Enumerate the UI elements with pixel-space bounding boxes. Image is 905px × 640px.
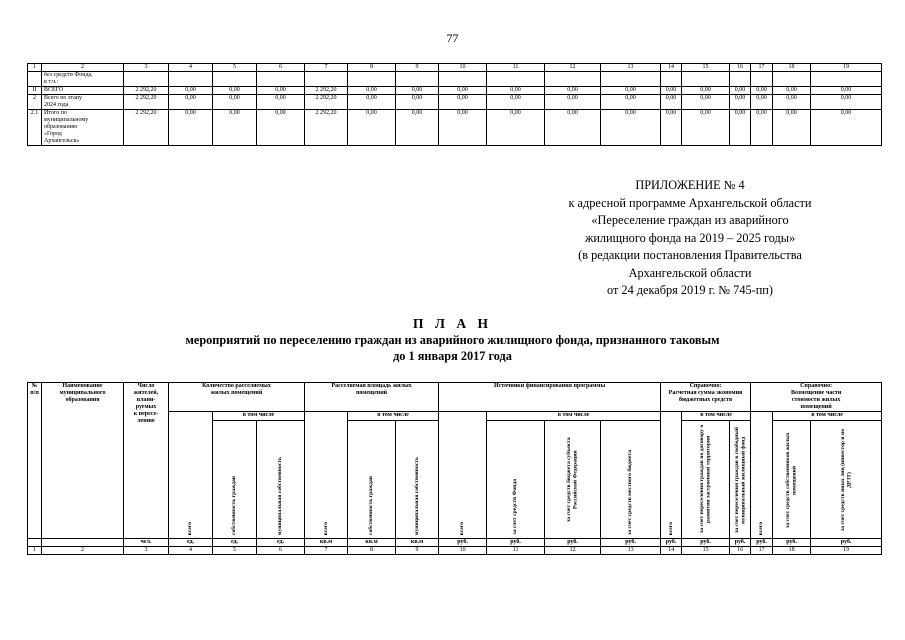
table-cell (682, 72, 730, 87)
table-cell: 0,00 (682, 95, 730, 110)
table-cell: 0,00 (213, 87, 257, 95)
table-cell (124, 72, 169, 87)
table-cell: 2 292,20 (124, 87, 169, 95)
unit-cell: кв.м (348, 539, 396, 547)
continuation-header-cell: 3 (124, 64, 169, 72)
rooms-municipal-header: муниципальная собственность (257, 421, 305, 539)
continuation-header-cell: 18 (773, 64, 811, 72)
column-number-cell: 15 (682, 547, 730, 555)
table-cell (773, 72, 811, 87)
column-number-cell: 16 (730, 547, 751, 555)
table-cell: 2.1 (28, 110, 42, 146)
continuation-header-cell: 11 (487, 64, 545, 72)
table-cell: 0,00 (348, 95, 396, 110)
table-cell: 0,00 (661, 87, 682, 95)
appendix-line: «Переселение граждан из аварийного (591, 213, 789, 227)
sources-local-header: за счет средств местного бюджета (601, 421, 661, 539)
table-cell (305, 72, 348, 87)
group-refund-header: Справочно: Возмещение части стоимости жилых помещений (751, 383, 882, 412)
table-cell: 0,00 (348, 110, 396, 146)
appendix-line: ПРИЛОЖЕНИЕ № 4 (635, 178, 745, 192)
table-cell: 2 292,20 (305, 87, 348, 95)
table-cell: 0,00 (661, 95, 682, 110)
appendix-line: (в редакции постановления Правительства (578, 248, 802, 262)
table-cell: 0,00 (545, 110, 601, 146)
table-cell: 0,00 (169, 87, 213, 95)
table-cell: 2 292,20 (305, 95, 348, 110)
table-cell: 0,00 (396, 87, 439, 95)
continuation-header-cell: 15 (682, 64, 730, 72)
continuation-header-cell: 4 (169, 64, 213, 72)
table-cell: 0,00 (773, 87, 811, 95)
refund-owners-header: за счет средств собственников жилых помещений (773, 421, 811, 539)
table-cell: Итого по муниципальному образованию «Город Архангельск» (42, 110, 124, 146)
appendix-line: Архангельской области (628, 265, 752, 280)
table-cell: 0,00 (348, 87, 396, 95)
col-residents-header: Число жителей, плани- руемых к пересе- лению (124, 383, 169, 539)
table-cell (213, 72, 257, 87)
table-cell: 0,00 (661, 110, 682, 146)
group-savings-header: Справочно: Расчетная сумма экономии бюджетных средств (661, 383, 751, 412)
table-cell (257, 72, 305, 87)
table-cell: 0,00 (487, 110, 545, 146)
continuation-header-cell: 14 (661, 64, 682, 72)
table-cell: 0,00 (169, 95, 213, 110)
continuation-header-cell: 17 (751, 64, 773, 72)
table-cell (811, 72, 882, 87)
continuation-header-cell: 6 (257, 64, 305, 72)
sources-region-header: за счет средств бюджета субъекта Российской Федерации (545, 421, 601, 539)
table-cell: 2 292,20 (124, 110, 169, 146)
unit-cell: руб. (601, 539, 661, 547)
table-cell: 0,00 (751, 95, 773, 110)
plan-subtitle-line-1: мероприятий по переселению граждан из аварийного жилищного фонда, признанного таковым (185, 333, 720, 347)
table-cell: 2 (28, 95, 42, 110)
unit-cell: руб. (730, 539, 751, 547)
table-cell: 0,00 (601, 110, 661, 146)
table-cell (348, 72, 396, 87)
col-municipality-header: Наименование муниципального образования (42, 383, 124, 539)
unit-cell: кв.м (305, 539, 348, 547)
unit-cell: руб. (439, 539, 487, 547)
column-number-cell: 9 (396, 547, 439, 555)
column-number-cell: 10 (439, 547, 487, 555)
unit-cell (42, 539, 124, 547)
table-cell: 0,00 (213, 95, 257, 110)
rooms-incl-header: в том числе (213, 412, 305, 421)
table-cell: 0,00 (751, 110, 773, 146)
table-cell: 0,00 (257, 87, 305, 95)
refund-incl-header: в том числе (773, 412, 882, 421)
continuation-header-cell: 16 (730, 64, 751, 72)
table-cell: 0,00 (545, 87, 601, 95)
column-number-cell: 14 (661, 547, 682, 555)
refund-total-header: всего (751, 412, 773, 539)
continuation-table (27, 63, 882, 146)
column-number-cell: 3 (124, 547, 169, 555)
continuation-header-cell: 2 (42, 64, 124, 72)
continuation-header-cell: 12 (545, 64, 601, 72)
table-cell: 0,00 (730, 110, 751, 146)
table-cell: 0,00 (751, 87, 773, 95)
table-cell: 0,00 (257, 110, 305, 146)
table-cell: 0,00 (811, 110, 882, 146)
group-area-header: Расселяемая площадь жилых помещений (305, 383, 439, 412)
area-incl-header: в том числе (348, 412, 439, 421)
unit-cell: руб. (661, 539, 682, 547)
appendix-block (520, 177, 860, 300)
group-rooms-header: Количество расселяемых жилых помещений (169, 383, 305, 412)
table-row (28, 87, 882, 95)
table-cell (661, 72, 682, 87)
table-row (28, 110, 882, 146)
continuation-header-row (28, 64, 882, 72)
continuation-header-cell: 1 (28, 64, 42, 72)
table-cell: 0,00 (169, 110, 213, 146)
column-number-cell: 1 (28, 547, 42, 555)
table-row (28, 95, 882, 110)
sources-incl-header: в том числе (487, 412, 661, 421)
sources-fund-header: за счет средств Фонда (487, 421, 545, 539)
column-number-cell: 19 (811, 547, 882, 555)
table-cell: 2 292,20 (305, 110, 348, 146)
table-cell (730, 72, 751, 87)
table-cell: 0,00 (487, 87, 545, 95)
table-cell (169, 72, 213, 87)
table-cell: 0,00 (439, 87, 487, 95)
table-cell: 0,00 (773, 95, 811, 110)
unit-cell: руб. (545, 539, 601, 547)
unit-cell: чел. (124, 539, 169, 547)
continuation-header-cell: 9 (396, 64, 439, 72)
table-cell: Всего по этапу 2024 года (42, 95, 124, 110)
appendix-line: от 24 декабря 2019 г. № 745-пп) (607, 283, 773, 297)
column-number-cell: 4 (169, 547, 213, 555)
table-cell: 0,00 (396, 110, 439, 146)
plan-heading (0, 316, 905, 364)
area-total-header: всего (305, 412, 348, 539)
table-cell: 0,00 (487, 95, 545, 110)
table-cell: 2 292,20 (124, 95, 169, 110)
sources-total-header: всего (439, 412, 487, 539)
rooms-citizens-header: собственность граждан (213, 421, 257, 539)
table-cell (396, 72, 439, 87)
table-cell: 0,00 (601, 95, 661, 110)
table-cell: 0,00 (730, 87, 751, 95)
continuation-header-cell: 8 (348, 64, 396, 72)
savings-total-header: всего (661, 412, 682, 539)
table-cell (487, 72, 545, 87)
table-cell: 0,00 (601, 87, 661, 95)
unit-cell (28, 539, 42, 547)
table-cell: 0,00 (773, 110, 811, 146)
page-number: 77 (446, 31, 459, 45)
table-cell (601, 72, 661, 87)
table-cell: 0,00 (213, 110, 257, 146)
unit-cell: руб. (773, 539, 811, 547)
table-cell: 0,00 (682, 87, 730, 95)
column-number-cell: 8 (348, 547, 396, 555)
col-number-header: № п/п (28, 383, 42, 539)
unit-cell: кв.м (396, 539, 439, 547)
column-number-cell: 12 (545, 547, 601, 555)
column-number-cell: 13 (601, 547, 661, 555)
table-cell (545, 72, 601, 87)
table-cell: 0,00 (682, 110, 730, 146)
plan-subtitle-line-2: до 1 января 2017 года (393, 349, 512, 363)
table-cell: 0,00 (396, 95, 439, 110)
table-cell (751, 72, 773, 87)
group-sources-header: Источники финансирования программы (439, 383, 661, 412)
column-number-cell: 7 (305, 547, 348, 555)
column-number-cell: 17 (751, 547, 773, 555)
plan-title: П Л А Н (413, 316, 492, 331)
table-cell: 0,00 (811, 87, 882, 95)
table-cell: ВСЕГО (42, 87, 124, 95)
continuation-header-cell: 13 (601, 64, 661, 72)
continuation-header-cell: 5 (213, 64, 257, 72)
savings-incl-header: в том числе (682, 412, 751, 421)
unit-cell: руб. (487, 539, 545, 547)
continuation-header-cell: 7 (305, 64, 348, 72)
table-cell: 0,00 (545, 95, 601, 110)
table-cell: 0,00 (730, 95, 751, 110)
table-cell: 0,00 (439, 110, 487, 146)
appendix-line: жилищного фонда на 2019 – 2025 годы» (584, 230, 796, 245)
unit-cell: ед. (257, 539, 305, 547)
refund-investor-header: за счет средств иных лиц (инвестор и по ДРЗТ) (811, 421, 882, 539)
savings-municipal-fund-header: за счет переселения граждан в свободный муниципальный жилищный фонд (730, 421, 751, 539)
table-cell (439, 72, 487, 87)
column-number-cell: 18 (773, 547, 811, 555)
rooms-total-header: всего (169, 412, 213, 539)
numbers-row (28, 547, 882, 555)
table-cell: II (28, 87, 42, 95)
table-cell: 0,00 (811, 95, 882, 110)
area-citizens-header: собственность граждан (348, 421, 396, 539)
continuation-header-cell: 19 (811, 64, 882, 72)
unit-cell: руб. (751, 539, 773, 547)
appendix-line: к адресной программе Архангельской области (568, 195, 812, 210)
table-row (28, 72, 882, 87)
column-number-cell: 5 (213, 547, 257, 555)
unit-cell: ед. (169, 539, 213, 547)
table-cell: 0,00 (439, 95, 487, 110)
column-number-cell: 6 (257, 547, 305, 555)
table-cell: без средств Фонда, в т.ч.: (42, 72, 124, 87)
column-number-cell: 2 (42, 547, 124, 555)
savings-territory-header: за счет переселения граждан по договору о развитии застроенной территории (682, 421, 730, 539)
plan-table (27, 382, 882, 555)
table-cell (28, 72, 42, 87)
unit-cell: руб. (682, 539, 730, 547)
units-row (28, 539, 882, 547)
continuation-header-cell: 10 (439, 64, 487, 72)
column-number-cell: 11 (487, 547, 545, 555)
unit-cell: ед. (213, 539, 257, 547)
area-municipal-header: муниципальная собственность (396, 421, 439, 539)
table-cell: 0,00 (257, 95, 305, 110)
unit-cell: руб. (811, 539, 882, 547)
